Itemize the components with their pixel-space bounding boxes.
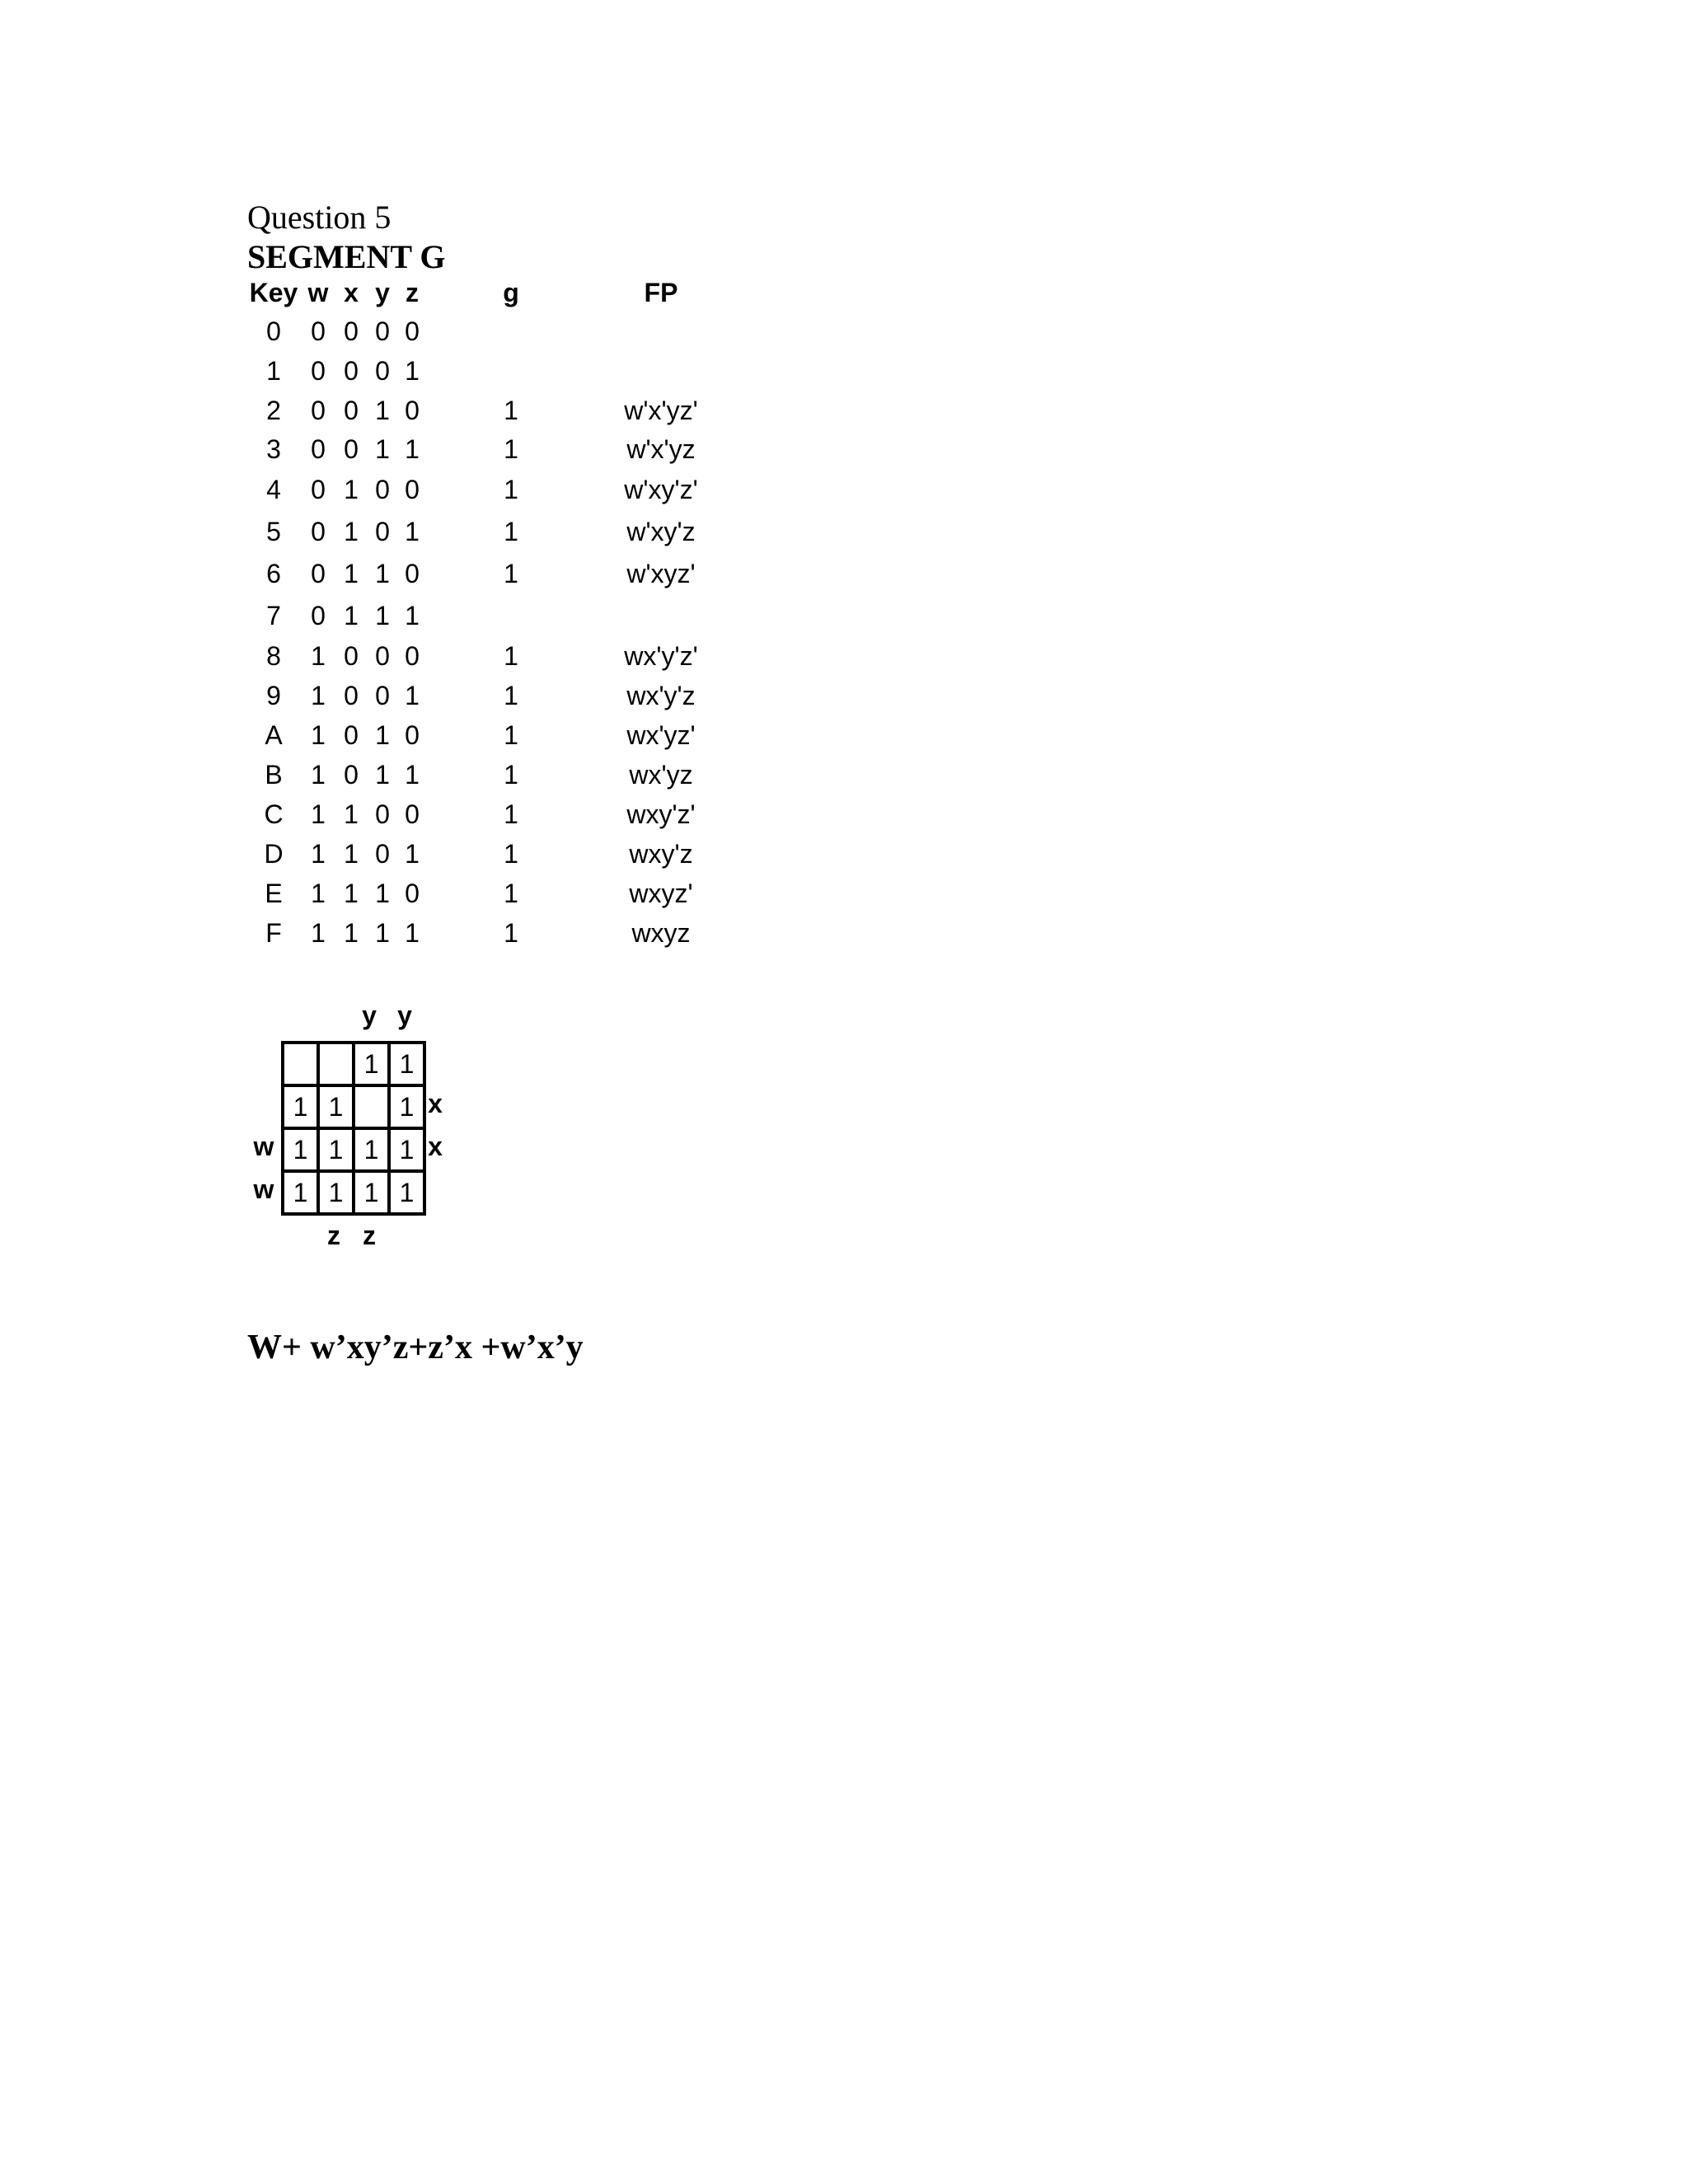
kmap-cell: 1 [354,1128,389,1171]
kmap-cell: 1 [354,1171,389,1214]
cell-g: 1 [504,918,518,948]
cell-z: 1 [405,681,420,710]
cell-key: 5 [266,517,281,546]
cell-z: 1 [405,601,420,630]
cell-y: 0 [375,316,390,346]
cell-w: 1 [311,879,326,908]
cell-x: 1 [344,879,359,908]
header-g: g [503,278,519,307]
cell-z: 1 [405,356,420,386]
kmap-cell: 1 [318,1128,354,1171]
header-key: Key [249,278,298,307]
cell-x: 0 [344,316,359,346]
cell-fp: wx'yz [629,760,693,790]
cell-z: 0 [405,475,420,504]
cell-key: B [265,760,283,790]
cell-fp: w'x'yz' [624,396,698,425]
cell-x: 1 [344,517,359,546]
cell-w: 1 [311,641,326,671]
cell-key: 7 [266,601,281,630]
kmap-top-label: y [397,1001,412,1030]
kmap-cell [283,1043,318,1085]
kmap-cell: 1 [318,1085,354,1128]
cell-key: A [265,720,283,750]
cell-fp: w'xy'z' [624,475,698,504]
cell-y: 1 [375,720,390,750]
cell-key: 4 [266,475,281,504]
kmap-cell: 1 [389,1043,424,1085]
kmap-row [283,1043,424,1085]
cell-fp: wx'yz' [626,720,696,750]
cell-y: 1 [375,918,390,948]
cell-x: 1 [344,559,359,588]
cell-key: 0 [266,316,281,346]
cell-y: 0 [375,356,390,386]
kmap-right-label: x [428,1089,443,1118]
kmap-grid [281,1041,426,1216]
kmap-cell: 1 [318,1171,354,1214]
kmap-row [283,1128,424,1171]
cell-z: 0 [405,799,420,829]
cell-key: 1 [266,356,281,386]
cell-w: 0 [311,396,326,425]
cell-g: 1 [504,434,518,464]
cell-w: 0 [311,517,326,546]
kmap-cell: 1 [389,1128,424,1171]
cell-y: 0 [375,475,390,504]
cell-g: 1 [504,396,518,425]
kmap-bottom-label: z [327,1221,340,1250]
cell-fp: wx'y'z [626,681,696,710]
cell-z: 1 [405,760,420,790]
cell-x: 0 [344,760,359,790]
cell-w: 0 [311,316,326,346]
cell-x: 1 [344,601,359,630]
cell-x: 1 [344,918,359,948]
cell-y: 0 [375,641,390,671]
kmap-cell: 1 [283,1128,318,1171]
header-z: z [406,278,419,307]
cell-key: C [264,799,284,829]
cell-w: 0 [311,475,326,504]
cell-g: 1 [504,681,518,710]
cell-x: 1 [344,799,359,829]
cell-w: 1 [311,918,326,948]
cell-g: 1 [504,839,518,869]
kmap-row [283,1085,424,1128]
cell-z: 0 [405,316,420,346]
cell-fp: w'x'yz [626,434,696,464]
cell-key: E [265,879,283,908]
cell-w: 0 [311,356,326,386]
cell-g: 1 [504,760,518,790]
cell-fp: wxyz [631,918,691,948]
cell-y: 0 [375,681,390,710]
header-y: y [375,278,390,307]
kmap-left-label: w [253,1174,274,1204]
question-label: Question 5 [247,199,392,236]
cell-g: 1 [504,879,518,908]
cell-w: 1 [311,760,326,790]
segment-label: SEGMENT G [247,238,446,275]
cell-fp: wx'y'z' [624,641,698,671]
kmap-bottom-label: z [363,1221,376,1250]
cell-y: 1 [375,396,390,425]
cell-z: 1 [405,918,420,948]
cell-z: 1 [405,517,420,546]
simplified-expression: W+ w’xy’z+z’x +w’x’y [247,1329,584,1366]
cell-w: 0 [311,434,326,464]
cell-x: 0 [344,681,359,710]
cell-y: 0 [375,517,390,546]
cell-key: F [265,918,282,948]
cell-z: 0 [405,879,420,908]
kmap-top-label: y [362,1001,377,1030]
cell-y: 1 [375,879,390,908]
kmap-cell: 1 [389,1171,424,1214]
cell-w: 1 [311,681,326,710]
cell-y: 1 [375,559,390,588]
cell-z: 0 [405,641,420,671]
kmap-cell: 1 [283,1171,318,1214]
cell-fp: w'xy'z [626,517,696,546]
cell-fp: w'xyz' [626,559,696,588]
cell-x: 0 [344,396,359,425]
header-w: w [307,278,329,307]
cell-x: 1 [344,475,359,504]
cell-key: 3 [266,434,281,464]
cell-x: 0 [344,356,359,386]
cell-y: 1 [375,760,390,790]
kmap-cell: 1 [354,1043,389,1085]
cell-z: 0 [405,559,420,588]
cell-key: 8 [266,641,281,671]
kmap-right-label: x [428,1132,443,1161]
cell-g: 1 [504,641,518,671]
cell-y: 0 [375,799,390,829]
cell-y: 0 [375,839,390,869]
kmap-left-label: w [253,1132,274,1161]
cell-z: 0 [405,396,420,425]
cell-y: 1 [375,434,390,464]
cell-y: 1 [375,601,390,630]
cell-w: 0 [311,601,326,630]
cell-x: 1 [344,839,359,869]
cell-key: 6 [266,559,281,588]
cell-x: 0 [344,720,359,750]
cell-key: D [264,839,284,869]
cell-z: 1 [405,434,420,464]
cell-z: 1 [405,839,420,869]
cell-x: 0 [344,434,359,464]
cell-z: 0 [405,720,420,750]
kmap-cell [318,1043,354,1085]
cell-key: 2 [266,396,281,425]
cell-w: 1 [311,839,326,869]
cell-g: 1 [504,517,518,546]
header-fp: FP [644,278,678,307]
header-x: x [344,278,359,307]
cell-g: 1 [504,799,518,829]
cell-x: 0 [344,641,359,671]
cell-fp: wxyz' [629,879,693,908]
cell-g: 1 [504,720,518,750]
kmap-cell: 1 [283,1085,318,1128]
cell-w: 1 [311,720,326,750]
cell-fp: wxy'z [629,839,693,869]
cell-g: 1 [504,559,518,588]
kmap-row [283,1171,424,1214]
cell-key: 9 [266,681,281,710]
cell-g: 1 [504,475,518,504]
cell-fp: wxy'z' [626,799,696,829]
cell-w: 0 [311,559,326,588]
cell-w: 1 [311,799,326,829]
kmap-cell [354,1085,389,1128]
kmap-cell: 1 [389,1085,424,1128]
